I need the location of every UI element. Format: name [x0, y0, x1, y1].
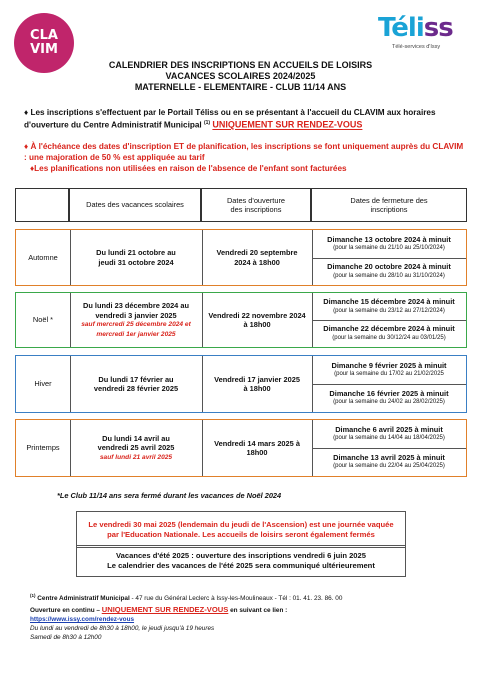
teliss-wordmark-a: Téli	[378, 13, 424, 43]
row-printemps	[15, 419, 467, 477]
title-line-1: CALENDRIER DES INSCRIPTIONS EN ACCUEILS DE LOISIRS	[108, 60, 373, 70]
row-hiver	[15, 355, 467, 413]
closing-week: (pour la semaine du 17/02 au 21/02/2025	[334, 371, 444, 377]
footer-link-line	[30, 615, 460, 624]
footer-open-suffix: en suivant ce lien :	[228, 607, 288, 615]
intro-bullet: ♦	[24, 108, 29, 117]
teliss-logo	[378, 14, 470, 64]
school-dates: Du lundi 21 octobre au jeudi 31 octobre 2024	[96, 248, 176, 267]
period-name: Noël *	[32, 315, 54, 325]
school-dates: Du lundi 17 février au vendredi 28 février 2025	[93, 374, 179, 393]
closing-week: (pour la semaine du 22/04 au 25/04/2025)	[333, 463, 445, 469]
school-dates-exception: sauf mercredi 25 décembre 2024 et mercredi 1er janvier 2025	[81, 321, 191, 338]
period-name: Hiver	[34, 379, 52, 389]
document-title	[0, 60, 481, 93]
warning-billing: ♦Les planifications non utilisées en raison de l'absence de l'enfant sont facturées	[30, 164, 347, 173]
row-noel	[15, 292, 467, 348]
closing-date: Dimanche 13 avril 2025 à minuit	[333, 452, 445, 462]
intro-paragraph	[24, 107, 464, 131]
header-closing-dates: Dates de fermeture des inscriptions	[311, 188, 467, 222]
period-name: Automne	[28, 252, 58, 262]
title-line-3: MATERNELLE - ELEMENTAIRE - CLUB 11/14 ANS	[134, 82, 347, 92]
summer-notice	[76, 545, 406, 577]
closing-week: (pour la semaine du 30/12/24 au 03/01/25)	[332, 334, 446, 341]
ascension-line-2: par l'Education Nationale. Les accueils de loisirs seront également fermés	[107, 529, 375, 539]
footer-hours-weekdays: Du lundi au vendredi de 8h30 à 18h00, le jeudi jusqu'à 19 heures	[30, 625, 215, 633]
period-name: Printemps	[26, 443, 60, 453]
opening-date: Vendredi 20 septembre 2024 à 18h00	[216, 248, 298, 267]
footer-appointment: UNIQUEMENT SUR RENDEZ-VOUS	[101, 605, 229, 615]
row-automne	[15, 229, 467, 286]
ascension-line-1: Le vendredi 30 mai 2025 (lendemain du jeudi de l'Ascension) est une journée vaquée	[88, 519, 394, 529]
closing-date: Dimanche 16 février 2025 à minuit	[329, 388, 449, 398]
footer-hours-saturday: Samedi de 8h30 à 12h00	[30, 634, 102, 642]
closing-week-1	[312, 293, 466, 320]
opening-date: Vendredi 22 novembre 2024 à 18h00	[208, 310, 306, 329]
clavim-logo-line2: VIM	[30, 42, 58, 57]
school-dates: Du lundi 14 avril au vendredi 25 avril 2025	[97, 433, 175, 453]
closing-week-1	[312, 420, 466, 448]
footer-footnote-mark: (1)	[30, 593, 36, 598]
school-dates-exception: sauf lundi 21 avril 2025	[99, 453, 173, 461]
footer	[30, 591, 460, 642]
closing-week: (pour la semaine du 24/02 au 28/02/2025)	[333, 399, 445, 405]
closing-date: Dimanche 13 octobre 2024 à minuit	[327, 234, 451, 244]
footer-open-prefix: Ouverture en continu –	[30, 607, 102, 615]
closing-date: Dimanche 9 février 2025 à minuit	[331, 360, 447, 370]
footer-center-line	[30, 591, 460, 603]
intro-appointment: UNIQUEMENT SUR RENDEZ-VOUS	[212, 119, 363, 130]
closing-week-1	[312, 230, 466, 258]
header-school-dates: Dates des vacances scolaires	[69, 188, 201, 222]
summer-line-2: Le calendrier des vacances de l'été 2025 sera communiqué ultérieurement	[107, 561, 375, 570]
teliss-wordmark	[378, 14, 470, 42]
closing-week-1	[312, 356, 466, 384]
footer-center-address: - 47 rue du Général Leclerc à Issy-les-Moulineaux - Tél : 01. 41. 23. 86. 00	[129, 595, 343, 603]
opening-date: Vendredi 14 mars 2025 à 18h00	[214, 438, 300, 457]
intro-footnote-ref: (1)	[203, 120, 211, 126]
closing-date: Dimanche 6 avril 2025 à minuit	[335, 424, 443, 434]
clavim-logo-line1: CLA	[30, 28, 58, 43]
warning-surcharge: ♦ À l'échéance des dates d'inscription ET de planification, les inscriptions se font uniquement auprès du CLAVIM : une majoration de 50 % est appliquée au tarif	[24, 142, 464, 162]
header-opening-dates: Dates d'ouverture des inscriptions	[201, 188, 311, 222]
ascension-notice	[76, 511, 406, 548]
title-line-2: VACANCES SCOLAIRES 2024/2025	[165, 71, 316, 81]
school-dates-block	[70, 293, 202, 347]
closing-date: Dimanche 15 décembre 2024 à minuit	[323, 297, 455, 306]
footer-opening-line	[30, 605, 460, 615]
closing-week-2	[312, 258, 466, 285]
footer-center-name: Centre Administratif Municipal	[37, 595, 130, 603]
closing-week: (pour la semaine du 14/04 au 18/04/2025)	[333, 435, 445, 441]
intro-text: Les inscriptions s'effectuent par le Portail Téliss ou en se présentant à l'accueil du CLAVIM aux horaires d'ouverture du Centre Administratif Municipal	[24, 108, 436, 130]
summer-line-1: Vacances d'été 2025 : ouverture des inscriptions vendredi 6 juin 2025	[116, 551, 366, 560]
teliss-wordmark-b: ss	[423, 13, 453, 43]
header-empty-cell	[15, 188, 69, 222]
appointment-link[interactable]: https://www.issy.com/rendez-vous	[30, 616, 135, 624]
closing-date: Dimanche 20 octobre 2024 à minuit	[327, 262, 451, 271]
school-dates: Du lundi 23 décembre 2024 au vendredi 3 janvier 2025	[83, 301, 189, 320]
closing-week-2	[312, 448, 466, 476]
teliss-tagline: Télé-services d'Issy	[392, 44, 441, 50]
opening-date: Vendredi 17 janvier 2025 à 18h00	[214, 374, 300, 393]
closing-week-2	[312, 320, 466, 347]
school-dates-block	[70, 420, 202, 476]
closing-week: (pour la semaine du 21/10 au 25/10/2024)	[333, 245, 445, 251]
closing-week: (pour la semaine du 23/12 au 27/12/2024)	[333, 307, 445, 314]
closing-week: (pour la semaine du 28/10 au 31/10/2024)	[333, 272, 445, 279]
closing-week-2	[312, 384, 466, 412]
club-closure-note: *Le Club 11/14 ans sera fermé durant les vacances de Noël 2024	[57, 491, 282, 500]
closing-date: Dimanche 22 décembre 2024 à minuit	[323, 324, 455, 333]
